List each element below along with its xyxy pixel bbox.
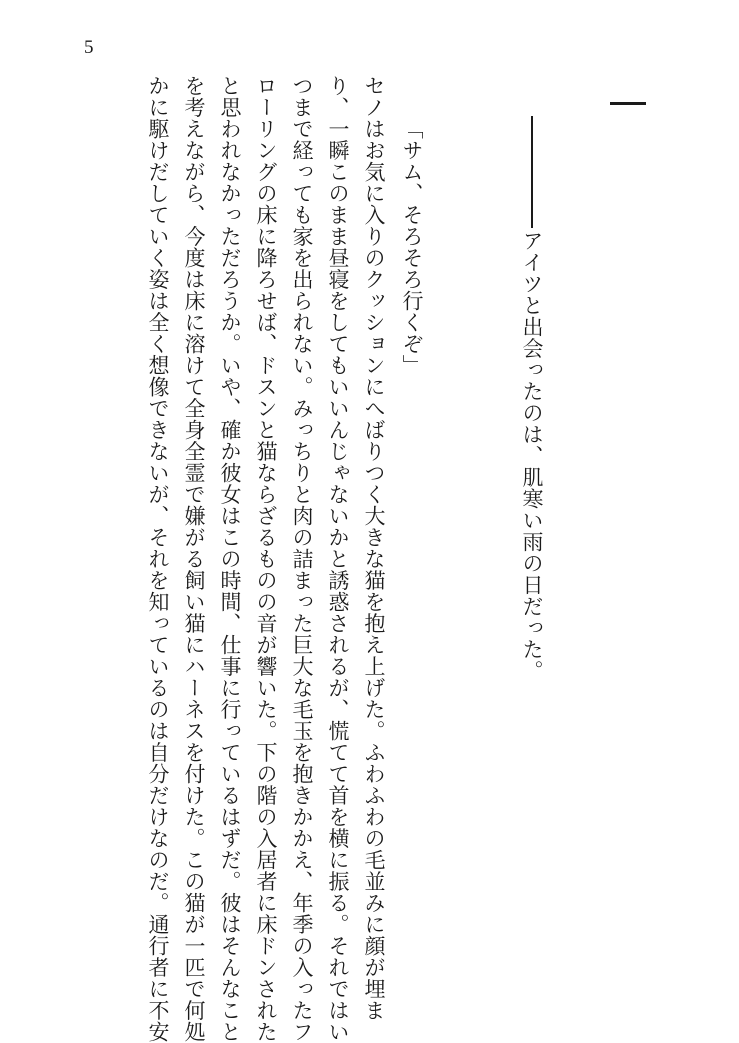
opening-dash	[531, 116, 533, 228]
body-line: と思われなかっただろうか。いや、確か彼女はこの時間、仕事に行っているはずだ。彼はそんなこと	[218, 75, 242, 1043]
body-line: ローリングの床に降ろせば、ドスンと猫ならざるものの音が響いた。下の階の入居者に床ドンされた	[254, 75, 278, 1043]
body-line: つまで経っても家を出られない。みっちりと肉の詰まった巨大な毛玉を抱きかかえ、年季の入ったフ	[290, 75, 314, 1043]
page-number: 5	[84, 37, 94, 58]
body-line: り、一瞬このまま昼寝をしてもいいんじゃないかと誘惑されるが、慌てて首を横に振る。それではい	[326, 75, 350, 1043]
opening-line	[514, 112, 550, 682]
body-line: 「サム、そろそろ行くぞ」	[400, 118, 424, 376]
opening-dash-text	[514, 112, 515, 113]
body-line: かに駆けだしていく姿は全く想像できないが、それを知っているのは自分だけなのだ。通行者に不安	[146, 75, 170, 1043]
chapter-title	[606, 86, 607, 87]
chapter-heading-stroke	[610, 102, 646, 105]
opening-text: アイツと出会ったのは、肌寒い雨の日だった。	[520, 230, 544, 682]
chapter-heading	[606, 86, 650, 126]
body-line: を考えながら、今度は床に溶けて全身全霊で嫌がる飼い猫にハーネスを付けた。この猫が一匹で何処	[182, 75, 206, 1043]
body-line: セノはお気に入りのクッションにへばりつく大きな猫を抱え上げた。ふわふわの毛並みに顔が埋ま	[362, 75, 386, 1021]
